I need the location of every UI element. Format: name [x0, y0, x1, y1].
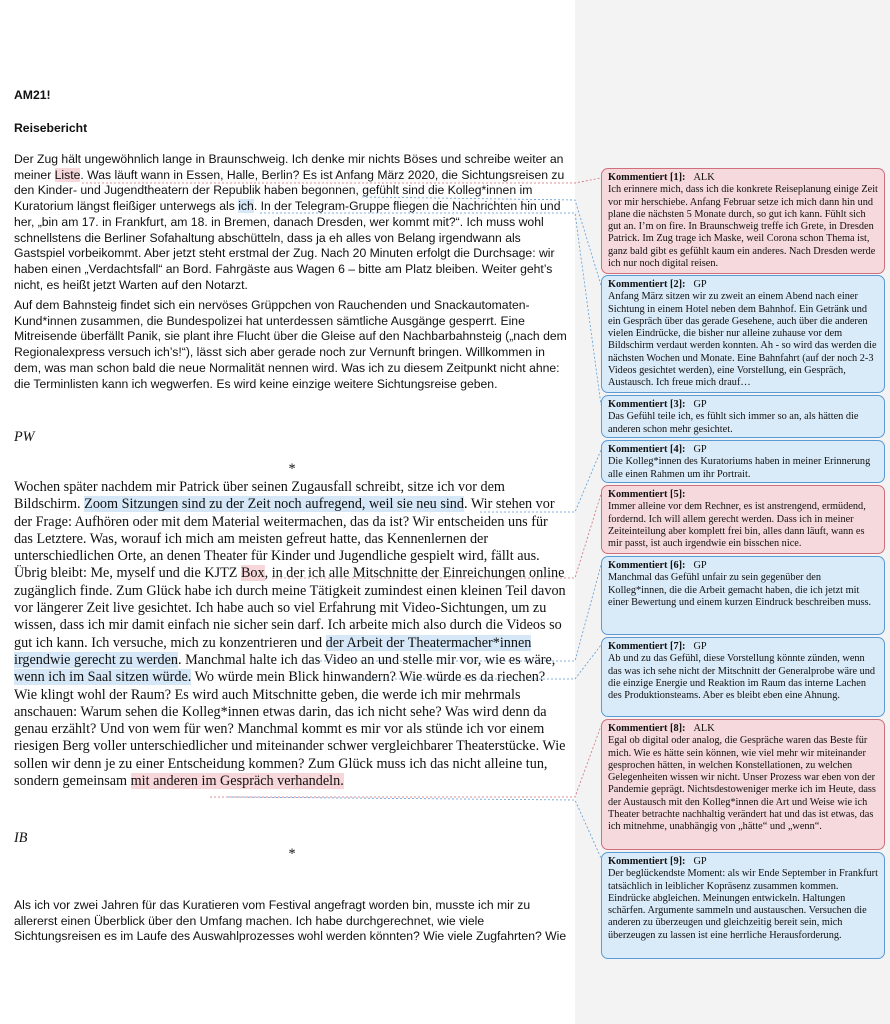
text-run: . Wir stehen vor der Frage: Aufhören oder mit dem Material weitermachen, das da ist? Wir entscheiden uns für das Letztere. Was, worauf ich mich am meisten gefreut hatte, das Kennenlernen der unterschiedlichen Orte, an denen Theater für Kinder und Jugendliche gespielt wird, fällt aus. Übrig bleibt: Me, myself und die KJTZ: [14, 496, 555, 582]
section3-paragraph: Als ich vor zwei Jahren für das Kuratieren vom Festival angefragt worden bin, musste ich mir zu allererst einen Überblick über den Umfang machen. Ich habe durchgerechnet, wie viele Sichtungsreisen es im Laufe des Auswahlprozesses wohl werden könnten? Wie viele Zugfahrten? Wie: [14, 898, 567, 944]
section1-signature: PW: [14, 429, 35, 445]
comment-1[interactable]: [601, 168, 885, 274]
comment-label: Kommentiert [8]:: [608, 723, 686, 734]
comment-label: Kommentiert [7]:: [608, 641, 686, 652]
text-run: , in der ich alle Mitschnitte der Einreichungen online zugänglich finde. Zum Glück habe ich durch meine Tätigkeit zumindest einen kleinen Teil davon vor längerer Zeit live gesichtet. Ich habe auch so viel Erfahrung mit Video-Sichtungen, um zu wissen, dass ich mir damit einfach nie sicher sein darf. Ich arbeite mich also durch die Videos so gut ich kann. Ich versuche, mich zu konzentrieren und: [14, 565, 566, 651]
comment-author: ALK: [693, 723, 715, 734]
comment-text: Egal ob digital oder analog, die Gespräche waren das Beste für mich. Wie es hätte sein können, wie viel mehr wir miteinander gesprochen hätten, in welchen Konstellationen, zu welchen Gelegenheiten wissen wir nicht. Unser Prozess war eben von der Pandemie geprägt. Nichtsdestoweniger merke ich im Heute, dass der Austausch mit den Kolleg*innen die Art und Weise wie ich Theater betrachte nachhaltig verändert hat und das ist etwas, das ich mitnehme, unabhängig von „hätte“ und „wenn“.: [608, 735, 876, 833]
comment-header: [608, 444, 878, 456]
comment-author: GP: [693, 641, 707, 652]
comment-header: [608, 279, 878, 291]
comment-highlight-5[interactable]: Box: [240, 565, 265, 582]
comment-label: Kommentiert [1]:: [608, 172, 686, 183]
comment-5[interactable]: [601, 485, 885, 554]
section2-paragraph: [14, 479, 570, 790]
comment-label: Kommentiert [6]:: [608, 560, 686, 571]
comment-header: [608, 856, 878, 868]
text-run: , gefühlt sind die Kolleg*innen im Kuratorium längst fleißiger unterwegs als: [14, 183, 533, 214]
comment-label: Kommentiert [4]:: [608, 444, 686, 455]
comment-author: ALK: [693, 172, 715, 183]
comment-text: Immer alleine vor dem Rechner, es ist anstrengend, ermüdend, fordernd. Ich will allem gerecht werden. Dass ich in meiner Zeiteinteilung aber komplett frei bin, alles dann läuft, wann es mir passt, ist auch irgendwie ein bisschen nice.: [608, 501, 866, 550]
comment-highlight-4[interactable]: Zoom Sitzungen sind zu der Zeit noch aufregend, weil sie neu sind: [84, 496, 464, 513]
text-run: Wo würde mein Blick hinwandern? Wie würde es da riechen? Wie klingt wohl der Raum? Es wird auch Mitschnitte geben, die werde ich mir mehrmals anschauen: Warum sehen die Kolleg*innen etwas darin, das ich nicht sehe? Was wird denn da genau erzählt? Und von wem für wen? Manchmal kommt es mir vor als stünde ich vor einem riesigen Berg voller unterschiedlicher und miteinander schwer vergleichbarer Theaterstücke. Wie sollen wir denn je zu einer Entscheidung kommen? Zum Glück muss ich das nicht alleine tun, sondern gemeinsam: [14, 669, 566, 790]
text-run: Der Zug hält ungewöhnlich lange in Braunschweig. Ich denke mir nichts Böses und schreibe weiter an meiner: [14, 152, 564, 182]
comment-label: Kommentiert [2]:: [608, 279, 686, 290]
comment-2[interactable]: [601, 275, 885, 393]
comment-highlight-1[interactable]: Liste: [54, 167, 81, 182]
comment-text: Manchmal das Gefühl unfair zu sein gegenüber den Kolleg*innen, die die Arbeit gemacht haben, die ich jetzt mit einer Bewertung und einem kurzen Eindruck beschreiben muss.: [608, 572, 872, 608]
comment-text: Die Kolleg*innen des Kuratoriums haben in meiner Erinnerung alle einen Rahmen um ihr Portrait.: [608, 456, 871, 480]
comment-author: GP: [693, 399, 707, 410]
comment-author: GP: [693, 444, 707, 455]
comment-header: [608, 560, 878, 572]
comment-text: Ab und zu das Gefühl, diese Vorstellung könnte zünden, wenn das was ich sehe nicht der Mitschnitt der Generalprobe wäre und die einzige Energie und Reaktion im Raum das interne Lachen des Produktionsteams. Aber es bleibt eben eine Ahnung.: [608, 653, 876, 702]
comment-highlight-7[interactable]: wenn ich im Saal sitzen würde.: [14, 669, 192, 686]
document-subtitle: Reisebericht: [14, 121, 88, 135]
comment-header: [608, 641, 878, 653]
comment-3[interactable]: [601, 395, 885, 438]
comment-9[interactable]: [601, 852, 885, 959]
section1-paragraph1: [14, 152, 570, 293]
section-divider-star: *: [288, 461, 296, 477]
comment-author: GP: [693, 279, 707, 290]
comment-author: GP: [693, 560, 707, 571]
section2-signature: IB: [14, 830, 28, 846]
comment-text: Der beglückendste Moment: als wir Ende September in Frankfurt tatsächlich in leiblicher Kopräsenz zusammen kommen. Eindrücke abgleichen. Meinungen entwickeln. Haltungen schärfen. Argumente sammeln und austauschen. Versuchen die anderen zu überzeugen und gleichzeitig bereit sein, mich überzeugen zu lassen ist eine herrliche Herausforderung.: [608, 868, 878, 941]
section1-paragraph2: Auf dem Bahnsteig findet sich ein nervöses Grüppchen von Rauchenden und Snackautomaten-Kund*innen zusammen, die Bundespolizei hat unterdessen sämtliche Ausgänge gesperrt. Eine Mitreisende überfällt Panik, sie plant ihre Flucht über die Gleise auf den Nachbarbahnsteig („nach dem Regionalexpress versuch ich’s!“), lässt sich aber gerade noch zur Vernunft bringen. Willkommen in dem, was man schon bald die neue Normalität nennen wird. Was ich zu diesem Zeitpunkt nicht ahne: die Terminlisten kann ich wegwerfen. Es wird keine einzige weitere Sichtungsreise geben.: [14, 298, 567, 391]
comment-text: Das Gefühl teile ich, es fühlt sich immer so an, als hätten die anderen schon mehr gesichtet.: [608, 411, 859, 435]
comment-label: Kommentiert [5]:: [608, 489, 686, 500]
comment-header: [608, 489, 878, 501]
document-title: AM21!: [14, 88, 51, 102]
text-run: . Was läuft wann in Essen, Halle, Berlin? Es ist Anfang März 2020, die Sichtungsreisen zu den Kinder- und Jugendtheatern der Republik haben begonnen: [14, 167, 565, 198]
comment-text: Anfang März sitzen wir zu zweit an einem Abend nach einer Sichtung in einem Hotel neben dem Bahnhof. Ein Getränk und ein Gespräch über das gerade Gesehene, auch über die anderen vielen Eindrücke, die bisher nur alleine zuhause vor dem Bildschirm verdaut werden konnten. Ah - so wird das werden die nächsten Wochen und Monate. Eine Bahnfahrt (auf der noch 2-3 Videos gesichtet werden), eine Vorstellung, ein Gespräch, Austausch. Ich freue mich drauf…: [608, 291, 877, 389]
comment-highlight-8[interactable]: mit anderen im Gespräch verhandeln.: [130, 773, 344, 790]
comment-header: [608, 723, 878, 735]
comment-7[interactable]: [601, 637, 885, 717]
comment-highlight-3[interactable]: ich: [238, 199, 254, 214]
comment-header: [608, 399, 878, 411]
section-divider-star-2: *: [288, 846, 296, 862]
comment-label: Kommentiert [3]:: [608, 399, 686, 410]
text-run: . In der Telegram-Gruppe fliegen die Nachrichten hin und her, „bin am 17. in Frankfurt, am 18. in Bremen, danach Dresden, wer kommt mit?“. Ich muss wohl schnellstens die Berliner Sofahaltung abschütteln, dass ja eh alles von Belang irgendwann als Gastspiel vorbeikommt. Aber jetzt steht erstmal der Zug. Nach 20 Minuten erfolgt die Durchsage: wir haben einen „Verdachtsfall“ an Bord. Fahrgäste aus Wagen 6 – bitte am Platz bleiben. Weiter geht’s nicht, es heißt jetzt Warten auf den Notarzt.: [14, 199, 561, 292]
text-run: . Manchmal halte ich das Video an und stelle mir vor, wie es wäre,: [178, 651, 556, 668]
comment-author: GP: [693, 856, 707, 867]
comment-4[interactable]: [601, 440, 885, 483]
comment-6[interactable]: [601, 556, 885, 635]
text-run: Wochen später nachdem mir Patrick über seinen Zugausfall schreibt, sitze ich vor dem Bildschirm.: [14, 479, 505, 513]
comment-header: [608, 172, 878, 184]
comment-8[interactable]: [601, 719, 885, 850]
comment-text: Ich erinnere mich, dass ich die konkrete Reiseplanung einige Zeit vor mir herschiebe. Anfang Februar setze ich mich dann hin und plane die nächsten 5 Monate durch, so gut ich kann. Fühlt sich gut an. I’m on fire. In Braunschweig treffe ich Grete, in Dresden Patrick. Im Zug trage ich Maske, weil Corona schon Thema ist, ganz bald gibt es gefühlt kaum ein anderes. Nach Dresden werde ich nur noch digital reisen.: [608, 184, 878, 270]
comment-highlight-6[interactable]: der Arbeit der Theatermacher*innen irgendwie gerecht zu werden: [14, 634, 532, 668]
comment-label: Kommentiert [9]:: [608, 856, 686, 867]
